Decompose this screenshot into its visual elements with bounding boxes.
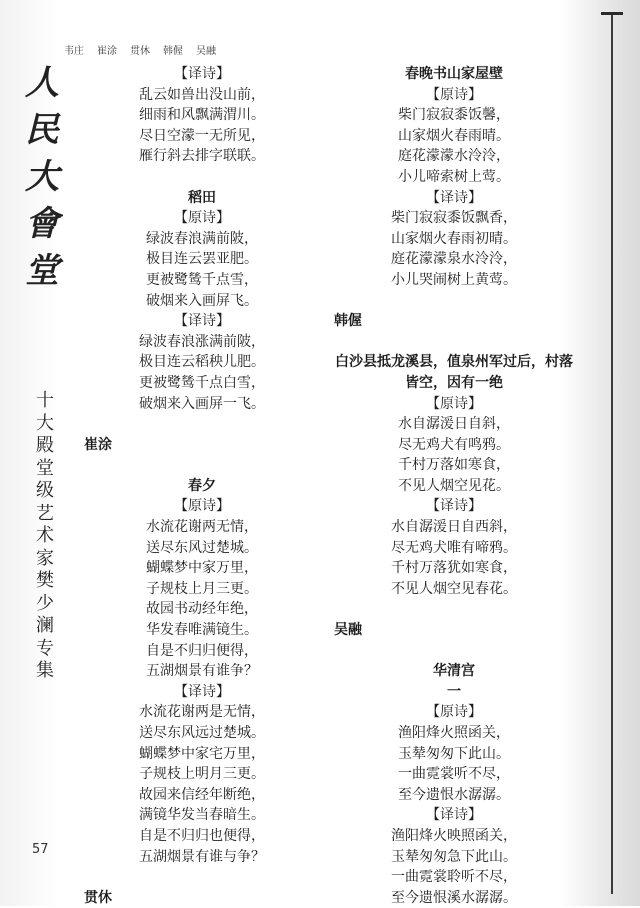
poem-line: 极目连云稻秧儿肥。 bbox=[139, 354, 265, 371]
poem-title: 春夕 bbox=[188, 477, 216, 494]
poem-line: 乱云如兽出没山前， bbox=[139, 86, 265, 103]
series-vertical-title bbox=[34, 390, 56, 683]
poem-line: 自是不归归便得， bbox=[146, 642, 258, 659]
series-char: 集 bbox=[36, 660, 54, 681]
header-author: 崔涂 bbox=[97, 46, 117, 57]
running-header-authors bbox=[64, 42, 264, 57]
poem-line: 渔阳烽火映照函关， bbox=[391, 827, 517, 844]
series-char: 澜 bbox=[36, 615, 54, 636]
author-heading: 贯休 bbox=[84, 889, 112, 906]
series-char: 艺 bbox=[36, 502, 54, 524]
brand-char: 人 bbox=[25, 63, 59, 103]
original-label: 【原诗】 bbox=[426, 86, 482, 103]
original-label: 【原诗】 bbox=[174, 210, 230, 227]
poem-line: 更被鹭鸶千点白雪， bbox=[139, 374, 265, 391]
poem-line: 送尽东风远过楚城。 bbox=[139, 725, 265, 741]
brand-char: 堂 bbox=[25, 251, 59, 291]
poem-line: 华发春唯满镜生。 bbox=[146, 622, 258, 639]
translation-label: 【译诗】 bbox=[174, 66, 230, 82]
author-heading: 韩偓 bbox=[334, 313, 362, 330]
poem-line: 五湖烟景有谁争？ bbox=[146, 663, 258, 680]
series-char: 殿 bbox=[36, 435, 54, 456]
poem-line: 蝴蝶梦中家万里， bbox=[146, 560, 258, 577]
translation-label: 【译诗】 bbox=[426, 807, 482, 824]
brand-char: 民 bbox=[25, 110, 59, 150]
poem-line: 尽日空濛一无所见， bbox=[139, 127, 265, 144]
series-char: 大 bbox=[36, 412, 54, 434]
brand-vertical-title bbox=[22, 60, 62, 295]
poem-line: 至今遗恨溪水潺潺。 bbox=[391, 889, 517, 906]
series-char: 堂 bbox=[36, 457, 54, 479]
author-heading: 崔涂 bbox=[84, 436, 112, 453]
poem-line: 千村万落如寒食， bbox=[398, 457, 510, 474]
series-char: 十 bbox=[36, 390, 54, 411]
poem-line: 破烟来入画屏飞。 bbox=[146, 292, 258, 309]
poem-line: 玉辇匆匆下此山。 bbox=[398, 745, 510, 762]
series-char: 专 bbox=[36, 637, 54, 659]
original-label: 【原诗】 bbox=[426, 395, 482, 412]
poem-line: 水自潺湲日自西斜， bbox=[391, 519, 517, 536]
poem-line: 至今遗恨水潺潺。 bbox=[398, 786, 510, 803]
poem-line: 不见人烟空见花。 bbox=[398, 477, 510, 494]
series-char: 术 bbox=[36, 525, 54, 546]
poem-line: 柴门寂寂黍饭飘香， bbox=[391, 210, 517, 227]
translation-label: 【译诗】 bbox=[174, 683, 230, 700]
poem-line: 细雨和风飘满渭川。 bbox=[139, 107, 265, 124]
poem-line: 故园来信经年断绝， bbox=[139, 786, 265, 803]
poem-line: 水流花谢两是无情， bbox=[139, 704, 265, 721]
book-binding bbox=[596, 0, 640, 906]
series-char: 级 bbox=[36, 480, 54, 501]
poem-line: 子规枝上明月三更。 bbox=[139, 766, 265, 783]
poem-line: 绿波春浪涨满前陂， bbox=[139, 333, 265, 350]
poem-line: 尽无鸡犬唯有啼鸦。 bbox=[391, 539, 517, 556]
series-char: 少 bbox=[36, 592, 54, 614]
translation-label: 【译诗】 bbox=[426, 498, 482, 515]
poem-line: 山家烟火春雨晴。 bbox=[398, 127, 510, 144]
brand-char: 大 bbox=[25, 157, 59, 197]
poem-line: 小儿哭闹树上黄莺。 bbox=[391, 271, 517, 288]
poem-line: 子规枝上月三更。 bbox=[146, 580, 258, 597]
original-label: 【原诗】 bbox=[174, 498, 230, 515]
poem-title: 稻田 bbox=[188, 189, 216, 206]
poem-line: 水流花谢两无情， bbox=[146, 519, 258, 536]
poem-title: 华清宫 bbox=[433, 663, 475, 680]
poem-line: 满镜华发当春暗生。 bbox=[139, 807, 265, 824]
poem-line: 绿波春浪满前陂， bbox=[146, 230, 258, 247]
poem-line: 水自潺湲日自斜， bbox=[398, 416, 510, 433]
binding-rule-cap bbox=[601, 12, 623, 15]
poem-line: 山家烟火春雨初晴。 bbox=[391, 230, 517, 247]
author-heading: 吴融 bbox=[334, 622, 362, 639]
poem-line: 送尽东风过楚城。 bbox=[146, 539, 258, 556]
header-author: 韩偓 bbox=[163, 46, 183, 57]
poem-line: 柴门寂寂黍饭馨， bbox=[398, 107, 510, 124]
poem-title: 春晚书山家屋壁 bbox=[405, 66, 503, 82]
poem-line: 小儿啼索树上莺。 bbox=[398, 168, 510, 185]
brand-char: 會 bbox=[25, 204, 59, 244]
right-column bbox=[334, 64, 574, 908]
page-number: 57 bbox=[32, 842, 49, 857]
poem-line: 一曲霓裳听不尽， bbox=[398, 766, 510, 783]
poem-line: 更被鹭鸶千点雪， bbox=[146, 271, 258, 288]
header-author: 吴融 bbox=[196, 46, 216, 57]
poem-line: 雁行斜去排字联联。 bbox=[139, 148, 265, 165]
poem-line: 五湖烟景有谁与争？ bbox=[139, 848, 265, 865]
poem-line: 尽无鸡犬有鸣鸦。 bbox=[398, 436, 510, 453]
poem-line: 千村万落犹如寒食， bbox=[391, 560, 517, 577]
poem-title: 皆空，因有一绝 bbox=[405, 374, 503, 391]
header-author: 贯休 bbox=[130, 46, 150, 57]
poem-title: 白沙县抵龙溪县，值泉州军过后，村落 bbox=[335, 354, 573, 371]
poem-line: 故园书动经年绝， bbox=[146, 601, 258, 618]
poem-line: 玉辇匆匆急下此山。 bbox=[391, 848, 517, 865]
poem-line: 蝴蝶梦中家宅万里， bbox=[139, 745, 265, 762]
poem-line: 庭花濛濛水泠泠， bbox=[398, 148, 510, 165]
translation-label: 【译诗】 bbox=[174, 313, 230, 330]
poem-line: 庭花濛濛泉水泠泠， bbox=[391, 251, 517, 268]
series-char: 家 bbox=[36, 547, 54, 569]
poem-line: 极目连云罢亚肥。 bbox=[146, 251, 258, 268]
header-author: 韦庄 bbox=[64, 46, 84, 57]
left-column bbox=[84, 64, 320, 908]
poem-line: 不见人烟空见春花。 bbox=[391, 580, 517, 597]
translation-label: 【译诗】 bbox=[426, 189, 482, 206]
binding-rule bbox=[611, 14, 613, 894]
poem-subtitle: 一 bbox=[447, 683, 461, 700]
poem-line: 渔阳烽火照函关， bbox=[398, 725, 510, 741]
series-char: 樊 bbox=[36, 570, 54, 591]
poem-line: 破烟来入画屏一飞。 bbox=[139, 395, 265, 412]
original-label: 【原诗】 bbox=[426, 704, 482, 721]
poem-line: 自是不归归也便得， bbox=[139, 827, 265, 844]
poem-line: 一曲霓裳聆听不尽， bbox=[391, 869, 517, 886]
